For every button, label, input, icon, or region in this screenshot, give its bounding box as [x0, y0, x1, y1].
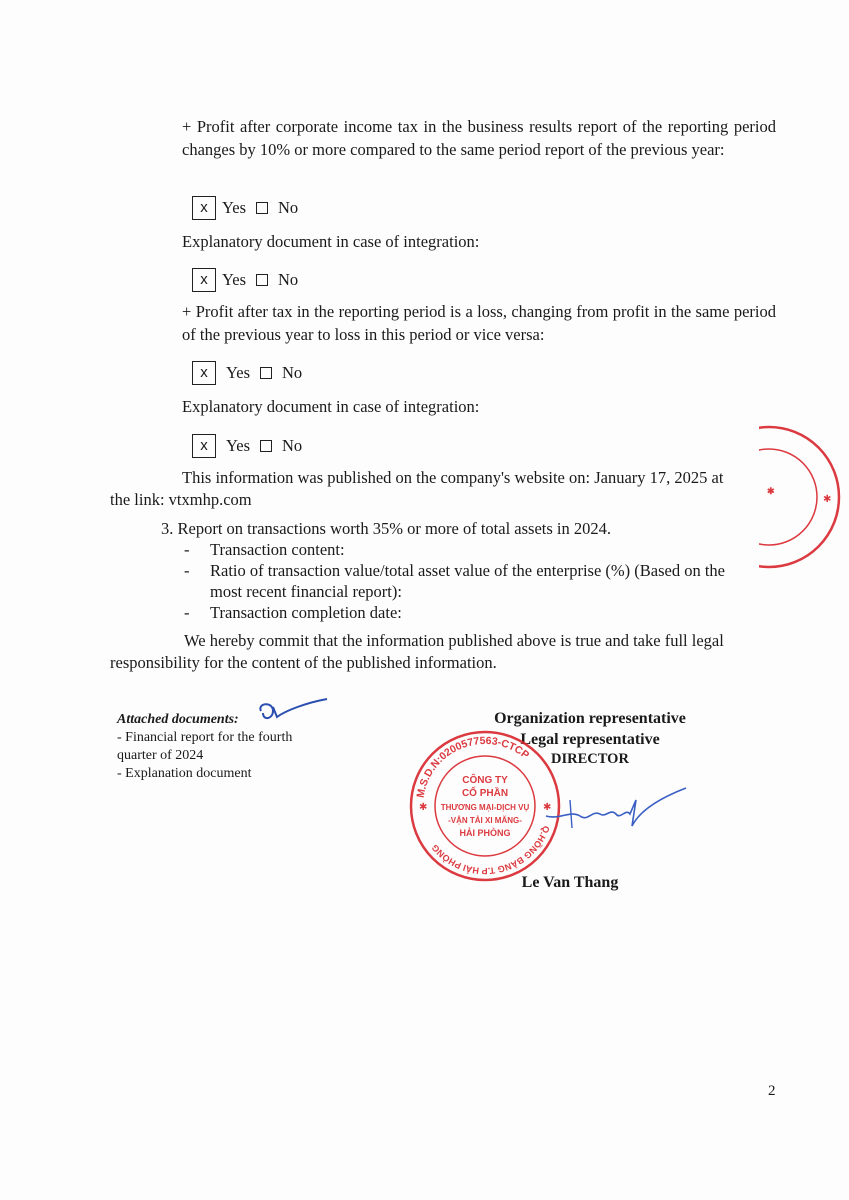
no-label: No	[282, 363, 303, 382]
seal-bottom-text: Q.HỒNG BÀNG T.P HẢI PHÒNG	[429, 824, 552, 877]
seal-line-5: HẢI PHÒNG	[459, 828, 511, 838]
explanatory-options-1	[192, 268, 298, 292]
seal-line-2: CỔ PHẦN	[461, 788, 509, 799]
seal-tax-code: M.S.D.N:0200577563-CTCP	[414, 734, 532, 799]
explanatory-label-1: Explanatory document in case of integration:	[182, 232, 480, 251]
bullet-ratio-cont: most recent financial report):	[210, 582, 402, 601]
no-checkbox-empty[interactable]	[256, 202, 268, 214]
attached-item-explanation: - Explanation document	[117, 766, 252, 781]
no-checkbox-empty[interactable]	[260, 367, 272, 379]
yes-checkbox-checked[interactable]: x	[192, 196, 216, 220]
bullet-transaction-content	[184, 540, 345, 560]
bullet-ratio	[184, 561, 725, 581]
profit-loss-paragraph: + Profit after tax in the reporting period is a loss, changing from profit in the same period of the previous year to loss in this period or vice versa:	[182, 302, 776, 344]
yes-label: Yes	[226, 363, 251, 382]
initial-scribble	[255, 697, 335, 727]
bullet-text: Transaction completion date:	[210, 603, 402, 622]
published-line-1: This information was published on the company's website on: January 17, 2025 at	[182, 468, 724, 487]
explanatory-label-2: Explanatory document in case of integration:	[182, 397, 480, 416]
seal-line-3: THƯƠNG MẠI-DỊCH VỤ	[440, 803, 530, 812]
no-checkbox-empty[interactable]	[260, 440, 272, 452]
partial-seal-star: ✱	[823, 494, 832, 505]
profit-change-paragraph: + Profit after corporate income tax in the business results report of the reporting period changes by 10% or more compared to the same period report of the previous year:	[182, 117, 776, 159]
seal-star-right: ✱	[543, 802, 552, 813]
bullet-dash: -	[184, 561, 190, 580]
attached-item-financial-report: - Financial report for the fourth quarter of 2024	[117, 730, 293, 763]
bullet-text: Ratio of transaction value/total asset value of the enterprise (%) (Based on the	[210, 561, 725, 580]
partial-seal-text: ✱	[767, 486, 775, 496]
explanatory-options-2	[192, 434, 302, 458]
yes-label: Yes	[222, 198, 247, 217]
bullet-completion-date	[184, 603, 402, 623]
commit-line-2: responsibility for the content of the published information.	[110, 653, 497, 672]
legal-representative-title: Legal representative	[520, 731, 660, 748]
yes-label: Yes	[226, 436, 251, 455]
page-number: 2	[768, 1083, 776, 1099]
seal-star-left: ✱	[419, 802, 428, 813]
yes-label: Yes	[222, 270, 247, 289]
director-title: DIRECTOR	[551, 751, 629, 767]
item-3-heading: 3. Report on transactions worth 35% or more of total assets in 2024.	[161, 519, 612, 538]
no-label: No	[278, 198, 299, 217]
seal-line-1: CÔNG TY	[462, 775, 508, 786]
yes-checkbox-checked[interactable]: x	[192, 434, 216, 458]
no-label: No	[278, 270, 299, 289]
yes-checkbox-checked[interactable]: x	[192, 268, 216, 292]
no-label: No	[282, 436, 303, 455]
org-representative-title: Organization representative	[494, 710, 686, 727]
yes-checkbox-checked[interactable]: x	[192, 361, 216, 385]
published-line-2: the link: vtxmhp.com	[110, 490, 252, 509]
partial-seal-edge	[759, 422, 849, 572]
profit-change-options	[192, 196, 298, 220]
bullet-text: Transaction content:	[210, 540, 345, 559]
attached-heading: Attached documents:	[117, 712, 239, 727]
no-checkbox-empty[interactable]	[256, 274, 268, 286]
profit-loss-options	[192, 361, 302, 385]
commit-line-1: We hereby commit that the information published above is true and take full legal	[184, 631, 724, 650]
bullet-dash: -	[184, 540, 190, 559]
director-signature	[540, 780, 690, 840]
bullet-dash: -	[184, 603, 190, 622]
director-name: Le Van Thang	[521, 874, 619, 891]
seal-line-4: -VẬN TẢI XI MĂNG-	[448, 816, 522, 825]
